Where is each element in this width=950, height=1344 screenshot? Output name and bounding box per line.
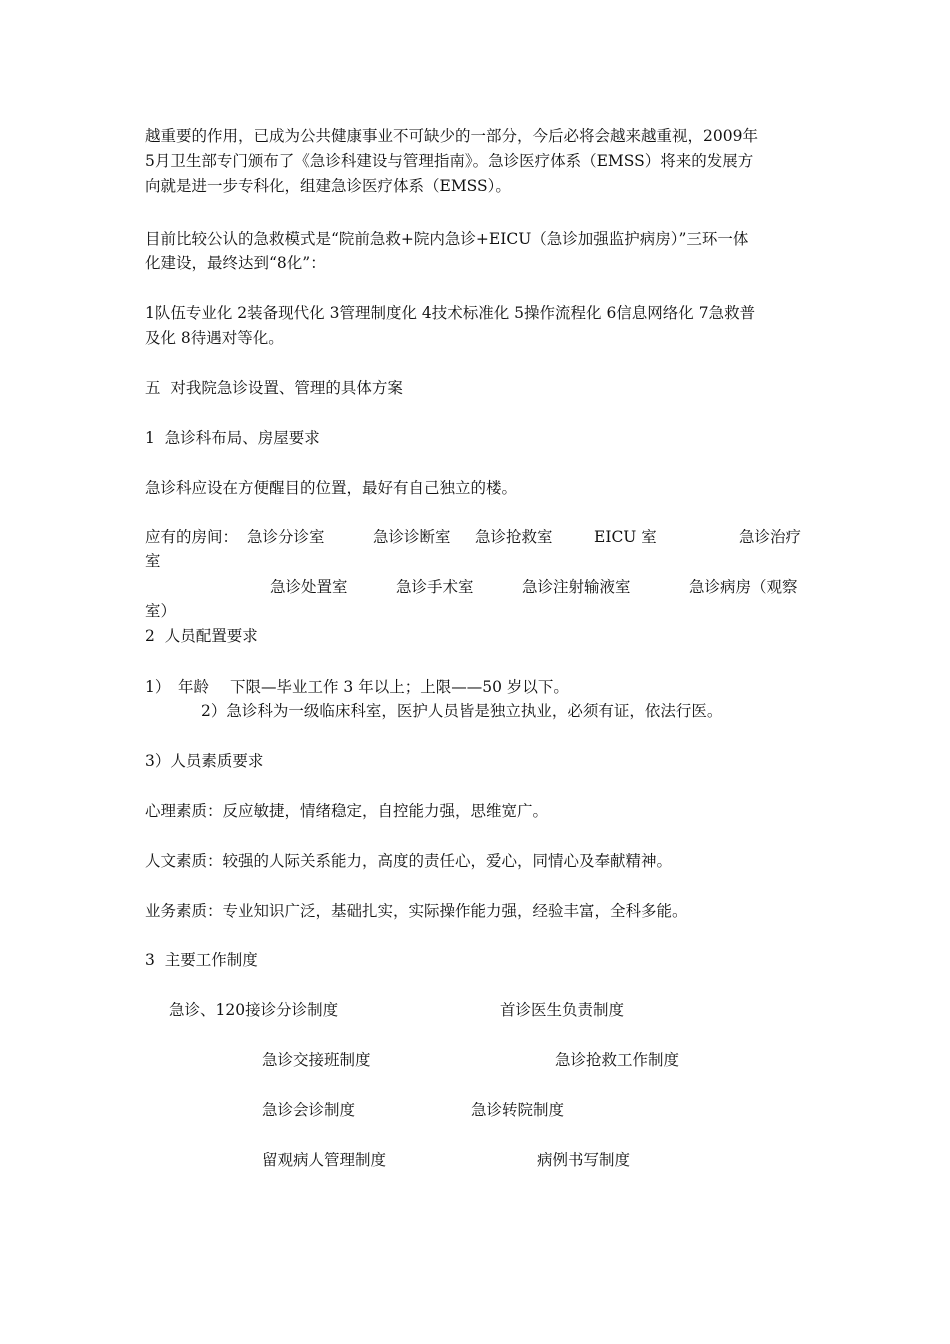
room-surgery: 急诊手术室 xyxy=(396,578,474,596)
quality-psychological: 心理素质：反应敏捷，情绪稳定，自控能力强，思维宽广。 xyxy=(145,802,549,820)
quality-professional: 业务素质：专业知识广泛，基础扎实，实际操作能力强，经验丰富，全科多能。 xyxy=(145,902,688,920)
paragraph-2-line-1: 目前比较公认的急救模式是“院前急救+院内急诊+EICU（急诊加强监护病房）”三环一体 xyxy=(145,230,749,248)
staff-item-1-number: 1） xyxy=(145,678,171,696)
room-ward: 急诊病房（观察 xyxy=(689,578,798,596)
section-5-heading: 五 对我院急诊设置、管理的具体方案 xyxy=(145,379,403,397)
room-treatment-continued: 室 xyxy=(145,552,161,570)
paragraph-3-line-1: 1队伍专业化 2装备现代化 3管理制度化 4技术标准化 5操作流程化 6信息网络化 7急救普 xyxy=(145,304,756,322)
system-transfer: 急诊转院制度 xyxy=(471,1101,565,1119)
room-infusion: 急诊注射输液室 xyxy=(522,578,631,596)
system-records: 病例书写制度 xyxy=(537,1151,631,1169)
paragraph-1-line-3: 向就是进一步专科化，组建急诊医疗体系（EMSS）。 xyxy=(145,177,511,195)
subsection-3-heading: 3 主要工作制度 xyxy=(145,951,258,969)
paragraph-1-line-2: 5月卫生部专门颁布了《急诊科建设与管理指南》。急诊医疗体系（EMSS）将来的发展方 xyxy=(145,152,754,170)
system-first-doctor: 首诊医生负责制度 xyxy=(500,1001,625,1019)
subsection-1-heading: 1 急诊科布局、房屋要求 xyxy=(145,429,320,447)
staff-item-3: 3）人员素质要求 xyxy=(145,752,264,770)
room-triage: 急诊分诊室 xyxy=(247,528,325,546)
staff-item-1-text: 下限—毕业工作 3 年以上；上限——50 岁以下。 xyxy=(230,678,569,696)
staff-item-1-label: 年龄 xyxy=(178,678,210,696)
system-triage: 急诊、120接诊分诊制度 xyxy=(169,1001,339,1019)
quality-humanistic: 人文素质：较强的人际关系能力，高度的责任心，爱心，同情心及奉献精神。 xyxy=(145,852,673,870)
room-ward-continued: 室） xyxy=(145,602,177,620)
system-handover: 急诊交接班制度 xyxy=(262,1051,371,1069)
paragraph-3-line-2: 及化 8待遇对等化。 xyxy=(145,329,284,347)
subsection-1-text: 急诊科应设在方便醒目的位置，最好有自己独立的楼。 xyxy=(145,479,518,497)
system-rescue: 急诊抢救工作制度 xyxy=(555,1051,680,1069)
paragraph-1-line-1: 越重要的作用，已成为公共健康事业不可缺少的一部分，今后必将会越来越重视，2009年 xyxy=(145,127,758,145)
room-disposal: 急诊处置室 xyxy=(270,578,348,596)
room-diagnosis: 急诊诊断室 xyxy=(373,528,451,546)
rooms-label: 应有的房间： xyxy=(145,528,239,546)
system-observation: 留观病人管理制度 xyxy=(262,1151,387,1169)
paragraph-2-line-2: 化建设，最终达到“8化”： xyxy=(145,254,326,272)
room-eicu: EICU 室 xyxy=(594,528,657,546)
room-treatment: 急诊治疗 xyxy=(739,528,802,546)
room-rescue: 急诊抢救室 xyxy=(475,528,553,546)
subsection-2-heading: 2 人员配置要求 xyxy=(145,627,258,645)
system-consultation: 急诊会诊制度 xyxy=(262,1101,356,1119)
staff-item-2: 2）急诊科为一级临床科室，医护人员皆是独立执业，必须有证，依法行医。 xyxy=(201,702,723,720)
